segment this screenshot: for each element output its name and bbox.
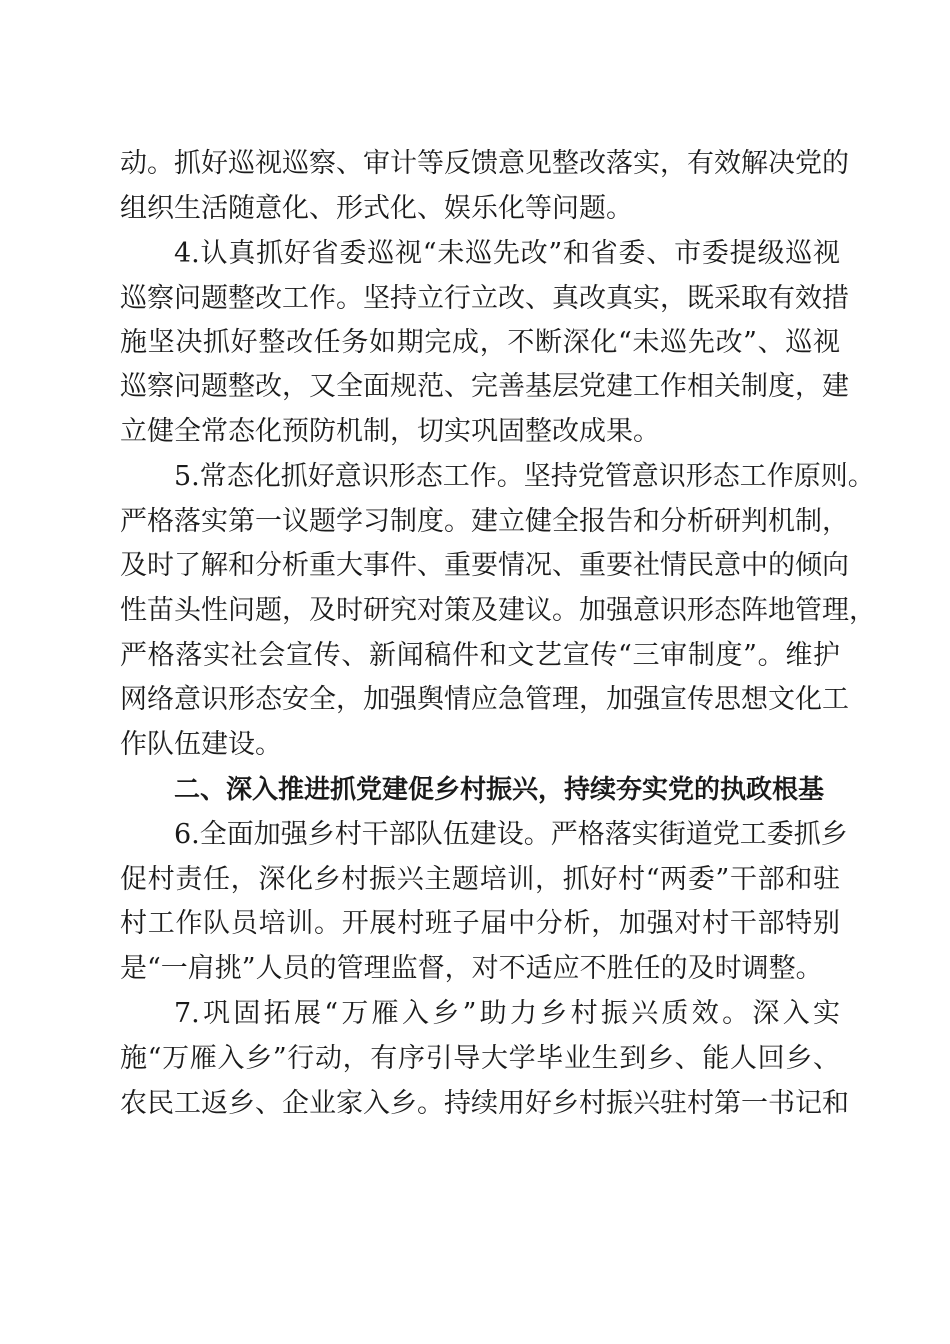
text-line: 动。抓好巡视巡察、审计等反馈意见整改落实，有效解决党的 [120,148,849,179]
text-line: 严格落实第一议题学习制度。建立健全报告和分析研判机制， [120,506,849,537]
text-line: 施“万雁入乡”行动，有序引导大学毕业生到乡、能人回乡、 [120,1043,840,1074]
paragraph-first-line: 5.常态化抓好意识形态工作。坚持党管意识形态工作原则。 [174,461,875,492]
text-line: 农民工返乡、企业家入乡。持续用好乡村振兴驻村第一书记和 [120,1088,849,1119]
text-line: 组织生活随意化、形式化、娱乐化等问题。 [120,193,633,224]
text-line: 严格落实社会宣传、新闻稿件和文艺宣传“三审制度”。维护 [120,640,840,671]
text-line: 村工作队员培训。开展村班子届中分析，加强对村干部特别 [120,908,840,939]
text-line: 作队伍建设。 [120,729,282,760]
paragraph-first-line: 7.巩固拓展“万雁入乡”助力乡村振兴质效。深入实 [174,998,840,1029]
text-line: 巡察问题整改工作。坚持立行立改、真改真实，既采取有效措 [120,283,849,314]
paragraph-first-line: 6.全面加强乡村干部队伍建设。严格落实街道党工委抓乡 [174,819,848,850]
text-line: 巡察问题整改，又全面规范、完善基层党建工作相关制度，建 [120,371,849,402]
text-line: 及时了解和分析重大事件、重要情况、重要社情民意中的倾向 [120,550,849,581]
section-heading: 二、深入推进抓党建促乡村振兴，持续夯实党的执政根基 [174,775,825,805]
text-line: 性苗头性问题，及时研究对策及建议。加强意识形态阵地管理， [120,595,876,626]
paragraph-first-line: 4.认真抓好省委巡视“未巡先改”和省委、市委提级巡视 [174,238,840,269]
text-line: 网络意识形态安全，加强舆情应急管理，加强宣传思想文化工 [120,684,849,715]
text-line: 促村责任，深化乡村振兴主题培训，抓好村“两委”干部和驻 [120,864,840,895]
text-line: 是“一肩挑”人员的管理监督，对不适应不胜任的及时调整。 [120,953,823,984]
text-line: 立健全常态化预防机制，切实巩固整改成果。 [120,416,660,447]
text-line: 施坚决抓好整改任务如期完成，不断深化“未巡先改”、巡视 [120,327,840,358]
